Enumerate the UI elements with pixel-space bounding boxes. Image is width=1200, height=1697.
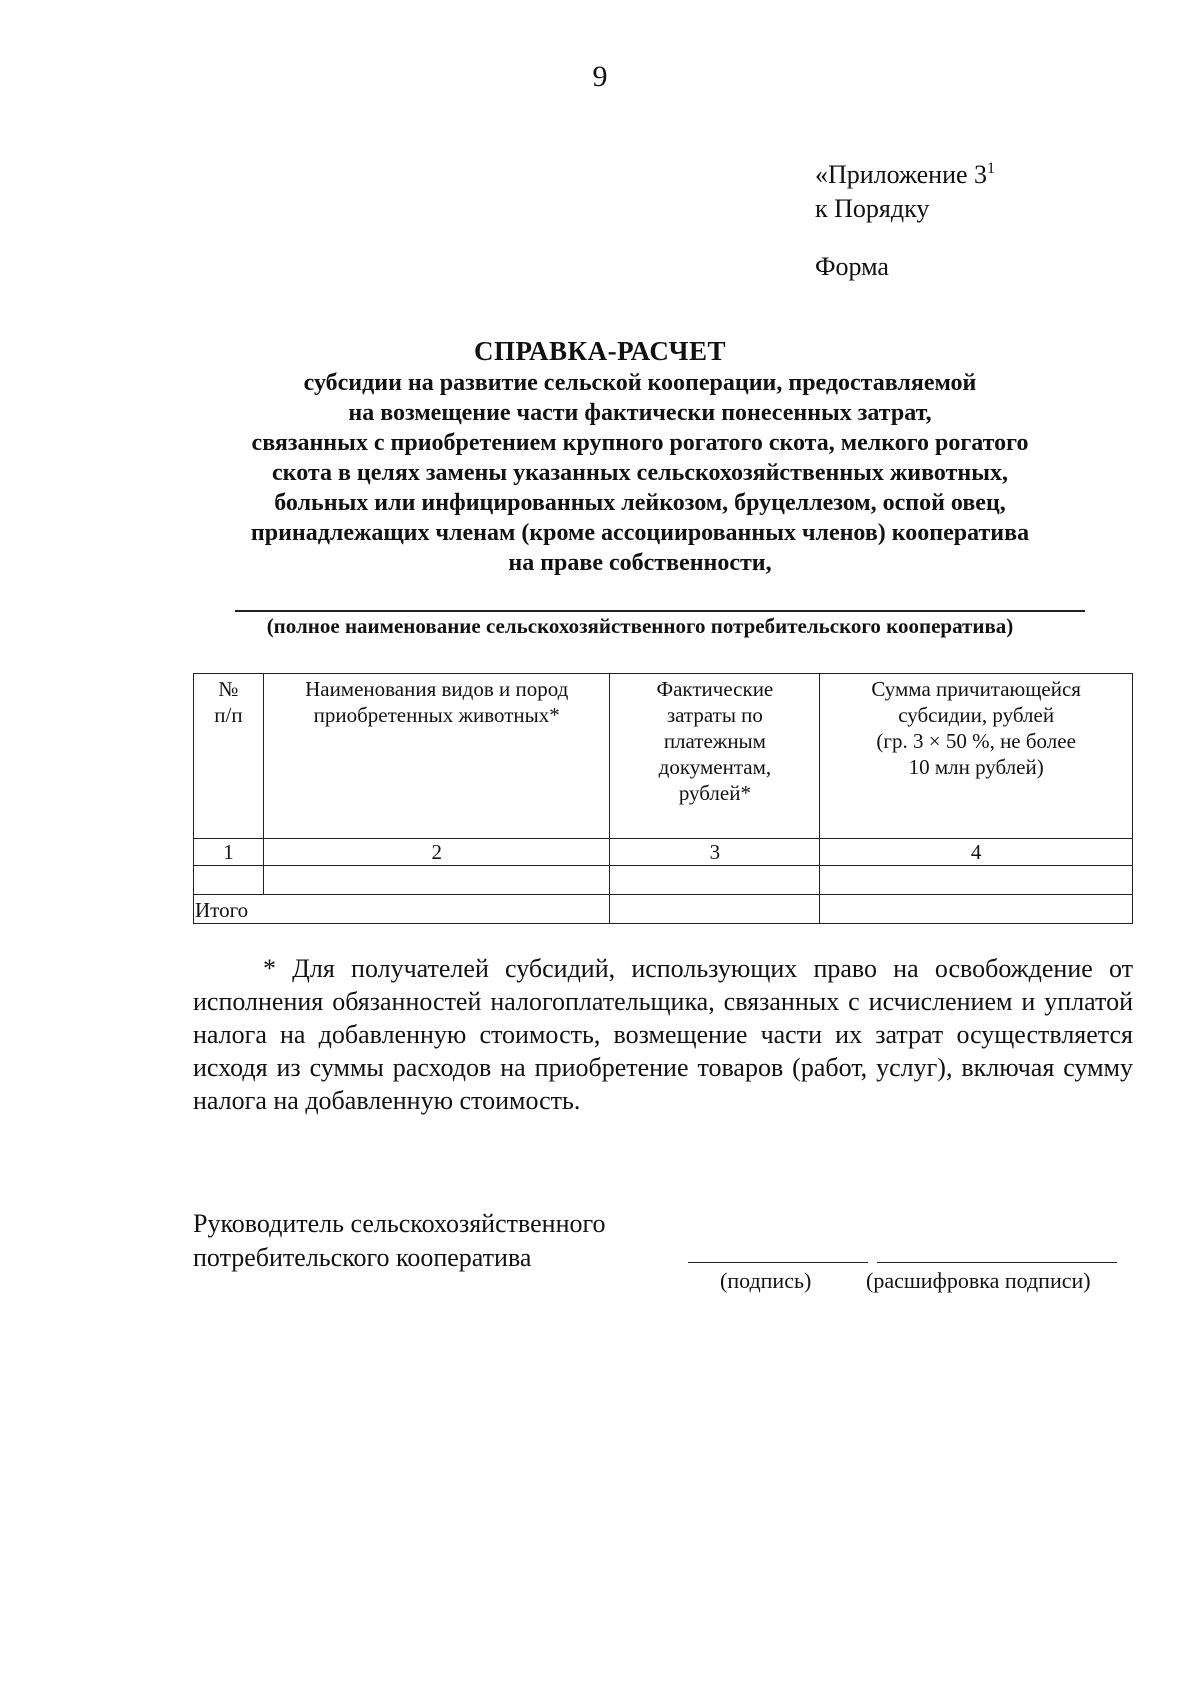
document-title: СПРАВКА-РАСЧЕТ [474,336,726,366]
appendix-line-1 [815,158,995,192]
header-cell-actual-costs: Фактические затраты по платежным документам, рублей* [610,674,820,839]
signature-field[interactable] [688,1262,868,1263]
signatory-role-line: Руководитель сельскохозяйственного [193,1209,606,1238]
appendix-superscript: 1 [987,160,996,177]
column-number: 3 [610,839,820,866]
header-cell-number: № п/п [194,674,264,839]
document-subtitle [150,368,1130,578]
total-costs-cell[interactable] [610,895,820,924]
subtitle-line: на возмещение части фактически понесенных затрат, [348,400,932,426]
signature-decoding-field[interactable] [877,1262,1117,1263]
signature-decoding-caption: (расшифровка подписи) [866,1268,1091,1293]
subtitle-line: принадлежащих членам (кроме ассоциированных членов) кооператива [250,520,1030,546]
footnote: * Для получателей субсидий, использующих право на освобождение от исполнения обязанностей налогоплательщика, связанных с исчислением и уплатой налога на добавленную стоимость, возмещение части их затрат осуществляется исходя из суммы расходов на приобретение товаров (работ, услуг), включая сумму налога на добавленную стоимость. [193,954,1133,1115]
form-label: Форма [815,252,889,281]
total-row [194,895,1133,924]
appendix-title: «Приложение 3 [815,160,988,189]
column-number: 1 [194,839,264,866]
appendix-reference [815,158,995,226]
signatory-role [193,1207,606,1275]
appendix-line-2: к Порядку [815,194,930,223]
subtitle-line: на праве собственности, [508,550,772,576]
calculation-table [193,673,1133,924]
subtitle-line: больных или инфицированных лейкозом, бруцеллезом, оспой овец, [274,490,1006,516]
table-cell[interactable] [263,866,610,895]
subtitle-line: скота в целях замены указанных сельскохозяйственных животных, [272,460,1008,486]
signatory-role-line: потребительского кооператива [193,1243,532,1272]
total-subsidy-cell[interactable] [820,895,1133,924]
cooperative-name-field[interactable] [235,610,1085,612]
page-number: 9 [592,60,608,93]
subtitle-line: субсидии на развитие сельской кооперации, предоставляемой [303,370,977,396]
table-header-row [194,674,1133,839]
signature-caption: (подпись) [720,1268,812,1293]
table-cell[interactable] [194,866,264,895]
table-row [194,866,1133,895]
cooperative-name-caption: (полное наименование сельскохозяйственного потребительского кооператива) [266,614,1014,638]
table-cell[interactable] [820,866,1133,895]
column-number: 2 [263,839,610,866]
header-cell-animal-types: Наименования видов и пород приобретенных животных* [263,674,610,839]
header-cell-subsidy-amount: Сумма причитающейся субсидии, рублей (гр. 3 × 50 %, не более 10 млн рублей) [820,674,1133,839]
subtitle-line: связанных с приобретением крупного рогатого скота, мелкого рогатого [251,430,1029,456]
total-label: Итого [194,895,610,924]
column-number-row [194,839,1133,866]
table-cell[interactable] [610,866,820,895]
column-number: 4 [820,839,1133,866]
